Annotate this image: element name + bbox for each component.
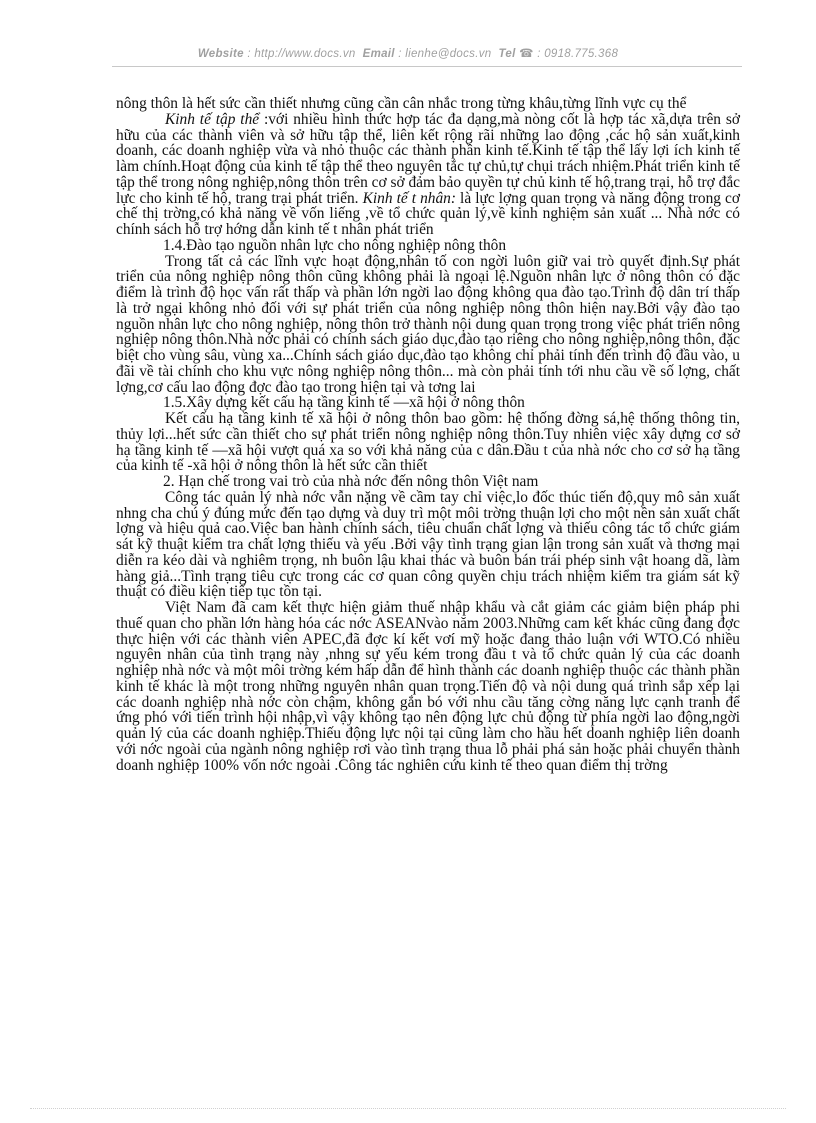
paragraph: Kết cấu hạ tầng kinh tế xã hội ở nông thôn bao gồm: hệ thống đờng sá,hệ thống thông tin, thủy lợi...hết sức cần thiết cho sự phát triển nông nghiệp nông thôn.Tuy nhiên việc xây dựng cơ sở hạ tầng kinh tế —xã hội vượt quá xa so với khả năng của c dân.Đầu t của nhà nớc cho cơ sở hạ tầng của kinh tế -xã hội ở nông thôn là hết sức cần thiết	[116, 410, 740, 475]
paragraph: Công tác quản lý nhà nớc vẫn nặng về cầm tay chỉ việc,lo đốc thúc tiến độ,quy mô sản xuất nhng cha chú ý đúng mức đến tạo dựng và duy trì một môi trờng thuận lợi cho một nền sản xuất chất lợng và hiệu quả cao.Việc ban hành chính sách, tiêu chuẩn chất lợng và thiếu công tác tổ chức giám sát kỹ thuật kiểm tra chất lợng thiếu và yếu .Bởi vậy tình trạng gian lận trong sản xuất và thơng mại diễn ra kéo dài và nghiêm trọng, nh buôn lậu khai thác và buôn bán trái phép sinh vật hoang dã, làm hàng giả...Tình trạng tiêu cực trong các cơ quan công quyền chịu trách nhiệm kiểm tra giám sát kỹ thuật có điều kiện tiếp tục tồn tại.	[116, 488, 740, 601]
paragraph	[116, 112, 740, 238]
term-kinh-te-tap-the: Kinh tế tập thể	[165, 110, 260, 128]
paragraph: Trong tất cả các lĩnh vực hoạt động,nhân tố con ngời luôn giữ vai trò quyết định.Sự phát triển của nông nghiệp nông thôn cũng không phải là ngoại lệ.Nguồn nhân lực ở nông thôn có đặc điểm là trình độ học vấn rất thấp và phần lớn ngời lao động không qua đào tạo.Trình độ dân trí thấp là trở ngại không nhỏ đối với sự phát triển của nông nghiệp nông thôn hiện nay.Bởi vậy đào tạo nguồn nhân lực cho nông nghiệp, nông thôn trở thành nội dung quan trọng trong việc phát triển nông nghiệp nông thôn.Nhà nớc phải có chính sách giáo dục,đào tạo riêng cho nông nghiệp,nông thôn, đặc biệt cho vùng sâu, vùng xa...Chính sách giáo dục,đào tạo không chỉ phải tính đến trình độ đầu vào, u đãi về tài chính cho khu vực nông nghiệp nông thôn... mà còn phải tính tới nhu cầu về số lợng, chất lợng,cơ cấu lao động đợc đào tạo trong hiện tại và tơng lai	[116, 252, 740, 396]
tel-label: Tel	[498, 48, 516, 60]
paragraph: Việt Nam đã cam kết thực hiện giảm thuế nhập khẩu và cắt giảm các giảm biện pháp phi thuế quan cho phần lớn hàng hóa các nớc ASEANvào năm 2003.Những cam kết khác cũng đang đợc thực hiện với các thành viên APEC,đã đợc kí kết vơí mỹ hoặc đang thảo luận với WTO.Có nhiều nguyên nhân của tình trạng này ,nhng sự yếu kém trong đầu t và tổ chức quản lý của các doanh nghiệp nhà nớc và một môi trờng kém hấp dẫn để hình thành các doanh nghiệp thuộc các thành phần kinh tế khác là một trong những nguyên nhân quan trọng.Tiến độ và nội dung quá trình sắp xếp lại các doanh nghiệp nhà nớc còn chậm, không gắn bó với nhu cầu tăng cờng năng lực cạnh tranh để ứng phó với tiến trình hội nhập,vì vậy không tạo nên động lực chủ động từ phía ngời lao động,ngời quản lý của các doanh nghiệp.Thiếu động lực nội tại cũng làm cho hầu hết doanh nghiệp liên doanh với nớc ngoài của ngành nông nghiệp rơi vào tình trạng thua lỗ phải phá sản hoặc phải chuyển thành doanh nghiệp 100% vốn nớc ngoài .Công tác nghiên cứu kinh tế theo quan điểm thị trờng	[116, 599, 740, 774]
section-heading: 2. Hạn chế trong vai trò của nhà nớc đến nông thôn Việt nam	[163, 473, 539, 490]
section-heading: 1.4.Đào tạo nguồn nhân lực cho nông nghiệp nông thôn	[163, 236, 507, 254]
page-header	[0, 46, 816, 60]
section-heading: 1.5.Xây dựng kết cấu hạ tầng kinh tế —xã hội ở nông thôn	[163, 394, 525, 412]
term-kinh-te-tu-nhan: Kinh tế t nhân:	[362, 189, 456, 207]
email-label: Email	[362, 48, 395, 60]
document-body	[116, 96, 740, 773]
tel-number: : 0918.775.368	[537, 48, 619, 60]
email-address[interactable]: : lienhe@docs.vn	[398, 48, 492, 60]
paragraph: nông thôn là hết sức cần thiết nhưng cũng cần cân nhắc trong từng khâu,từng lĩnh vực cụ thể	[116, 95, 687, 112]
website-label: Website	[197, 48, 244, 60]
website-url[interactable]: : http://www.docs.vn	[247, 48, 356, 60]
header-divider	[112, 66, 742, 67]
paragraph-text: là lực lợng quan trọng và năng động trong cơ chế thị trờng,có khả năng về vốn liếng ,về tổ chức quản lý,về kinh nghiệm sản xuất ... Nhà nớc có chính sách hỗ trợ hớng dẫn kinh tế t nhân phát triển	[116, 189, 740, 238]
footer-divider	[30, 1108, 786, 1109]
paragraph-text: :với nhiều hình thức hợp tác đa dạng,mà nòng cốt là hợp tác xã,dựa trên sở hữu của các thành viên và sở hữu tập thể, liên kết rộng rãi những lao động ,các hộ sản xuất,kinh doanh, các doanh nghiệp vừa và nhỏ thuộc các thành phần kinh tế.Kinh tế tập thể lấy lợi ích kinh tế làm chính.Hoạt động của kinh tế tập thể theo nguyên tắc tự chủ,tự chụi trách nhiệm.Phát triển kinh tế tập thể trong nông nghiệp,nông thôn trên cơ sở đảm bảo quyền tự chủ kinh tế hộ,trang trại, hỗ trợ đắc lực cho kinh tế hộ, trang trại phát triển.	[116, 110, 740, 207]
phone-icon: ☎	[519, 48, 534, 60]
